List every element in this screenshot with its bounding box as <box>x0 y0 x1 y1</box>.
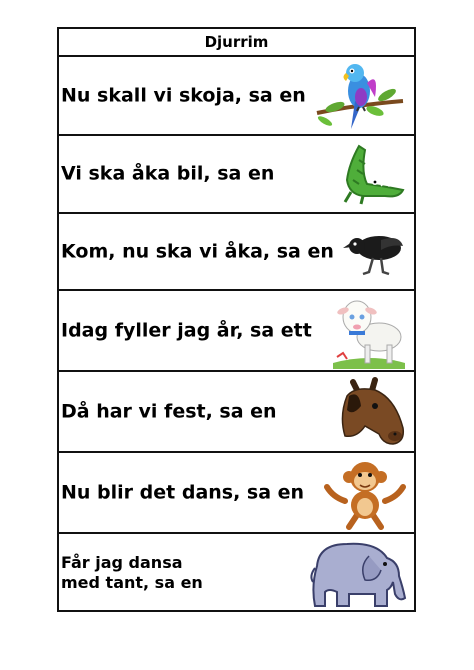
rhyme-text: Kom, nu ska vi åka, sa en <box>61 240 334 263</box>
crocodile-icon <box>329 140 405 208</box>
crow-icon <box>341 226 405 278</box>
monkey-icon <box>323 457 407 531</box>
rhyme-row <box>59 136 414 214</box>
rhyme-text: Idag fyller jag år, sa ett <box>61 319 312 342</box>
sheet-title: Djurrim <box>59 29 414 57</box>
rhyme-row <box>59 534 414 612</box>
rhyme-sheet <box>57 27 416 612</box>
parrot-icon <box>315 61 405 131</box>
rhyme-text: Vi ska åka bil, sa en <box>61 162 275 185</box>
rhyme-text <box>61 553 203 593</box>
lamb-icon <box>329 293 409 369</box>
rhyme-text-line-1: Får jag dansa <box>61 553 183 572</box>
rhyme-text-line-2: med tant, sa en <box>61 573 203 592</box>
elephant-icon <box>307 536 409 610</box>
rhyme-row <box>59 453 414 534</box>
rhyme-row <box>59 214 414 291</box>
rhyme-text: Nu skall vi skoja, sa en <box>61 84 306 107</box>
rhyme-row <box>59 291 414 372</box>
horse-icon <box>335 376 407 450</box>
rhyme-text: Nu blir det dans, sa en <box>61 481 305 504</box>
rhyme-row <box>59 372 414 453</box>
rhyme-text: Då har vi fest, sa en <box>61 400 277 423</box>
rhyme-row <box>59 57 414 136</box>
